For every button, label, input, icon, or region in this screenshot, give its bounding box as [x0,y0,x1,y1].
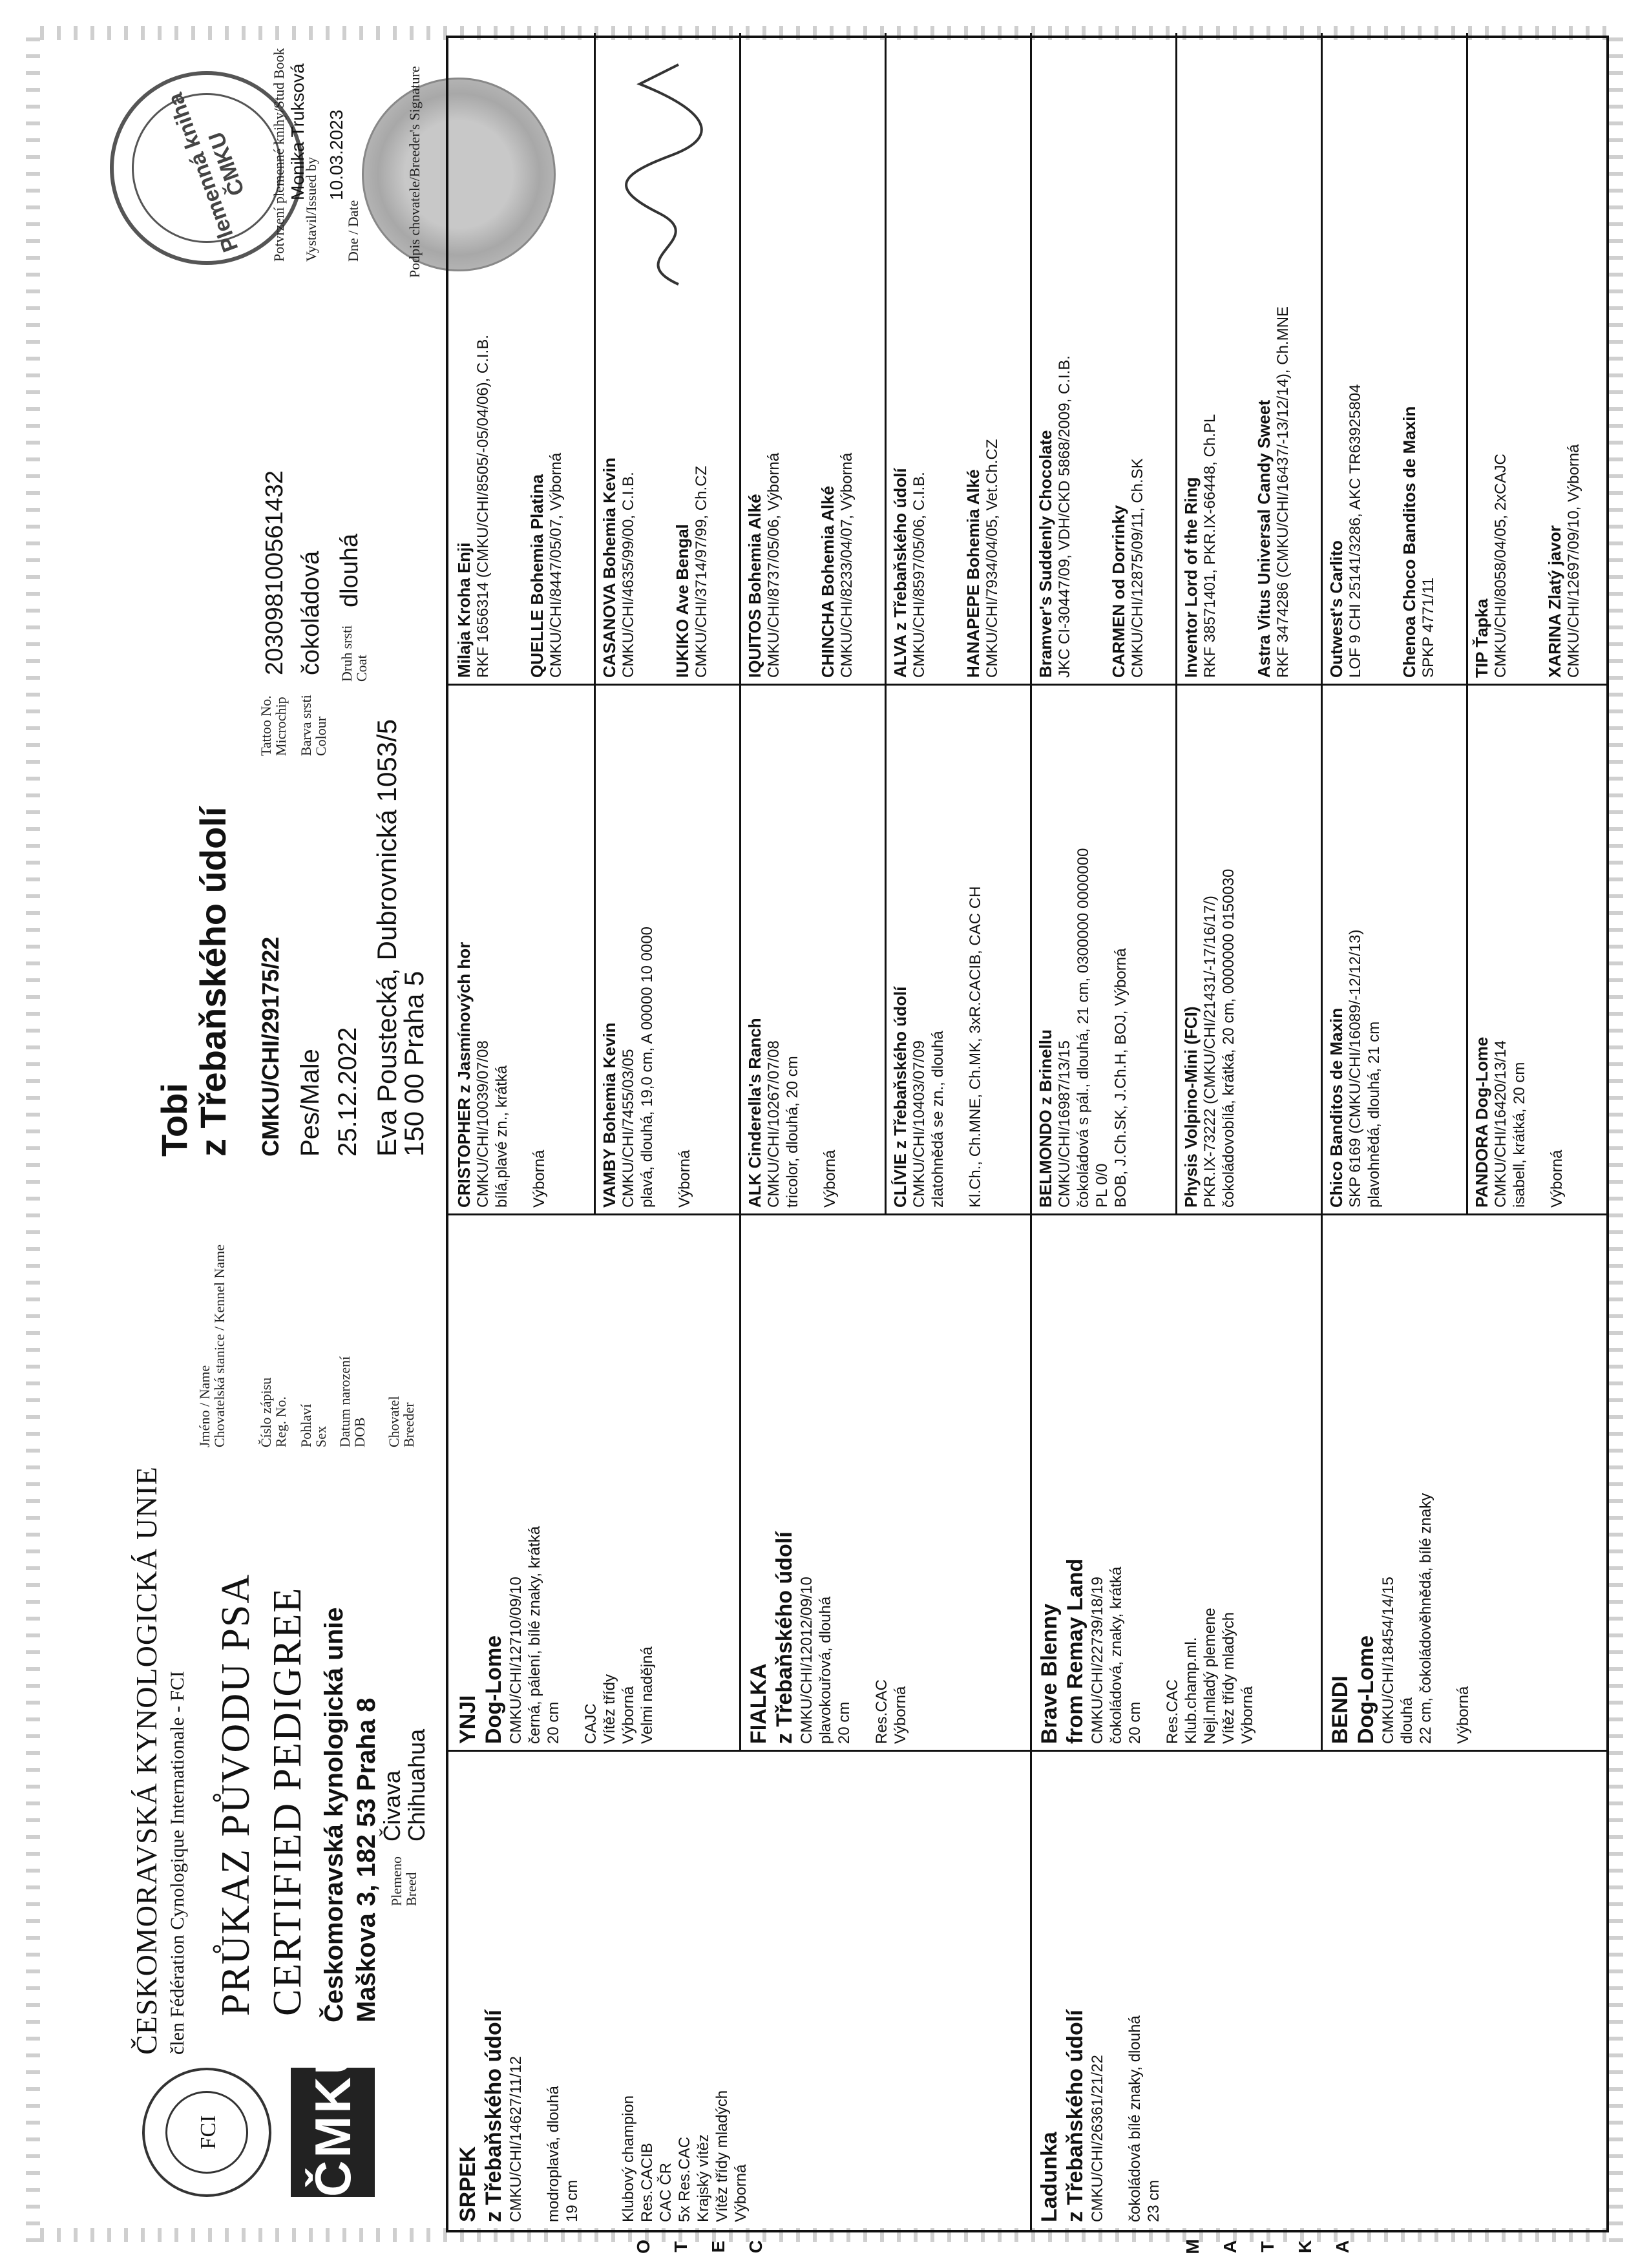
ancestor-gen4-11 [1182,41,1219,678]
ancestor-gen3-8 [1473,694,1566,1208]
ancestor-gen3-4 [891,694,985,1208]
ancestor-name: Dog-Lome [1354,1635,1378,1744]
ancestor-name: Dog-Lome [481,1635,506,1744]
ancestor-info: Výborná [1239,1686,1256,1744]
coat-label: Druh srsti Coat [339,625,370,682]
title-cz: PRŮKAZ PŮVODU PSA [214,1573,258,2016]
ancestor-info: 22 cm, čokoládověhnědá, bílé znaky [1417,1493,1434,1744]
ancestor-info [656,694,675,1208]
ancestor-gen4-2 [528,41,565,678]
ancestor-name: CRISTOPHER z Jasmínových hor [454,941,474,1208]
ancestor-name: YNJI [456,1695,480,1744]
ancestor-gen4-16 [1546,41,1583,678]
breed-value: Čivava Chihuahua [379,1728,430,1842]
ancestor-name: z Třebaňského údolí [1063,2010,1087,2222]
ancestor-gen2-3 [1036,1224,1257,1744]
ancestor-name: XARINA Zlatý javor [1544,525,1564,678]
pedigree-grid [446,36,1609,2232]
ancestor-info: CMKU/CHI/4635/99/00, C.I.B. [620,472,637,678]
ancestor-info: Kl.Ch., Ch.MNE, Ch.MK, 3xR.CACIB, CAC CH [967,886,984,1208]
breed-label: Plemeno Breed [388,1856,419,1906]
ancestor-info: 23 cm [1145,2179,1162,2222]
ancestor-info: CMKU/CHI/3714/97/99, Ch.CZ [692,465,710,678]
ancestor-gen3-2 [600,694,694,1208]
ancestor-gen3-3 [746,694,839,1208]
ancestor-info: plavohnědá, dlouhá, 21 cm [1365,1021,1383,1208]
ancestor-gen2-2 [746,1224,910,1744]
ancestor-name: Chenoa Choco Banditos de Maxin [1399,406,1419,678]
ancestor-info: Vítěz třídy mladých [1220,1612,1237,1744]
ancestor-gen4-14 [1400,41,1438,678]
ancestor-info [1107,1760,1126,2222]
title-en: CERTIFIED PEDIGREE [266,1586,310,2016]
ancestor-gen1-1 [455,1760,750,2222]
org-member: člen Fédération Cynologique Internationale - FCI [167,1670,188,2055]
org-name: ČESKOMORAVSKÁ KYNOLOGICKÁ UNIE [130,1466,163,2055]
ancestor-info: SPKP 4771/11 [1419,577,1437,678]
ancestor-info: isabell, krátká, 20 cm [1511,1062,1528,1208]
ancestor-info: CMKU/CHI/12875/09/11, Ch.SK [1128,458,1146,678]
ancestor-info: čokoládovobílá, krátká, 20 cm, 0000000 0150030 [1220,868,1237,1208]
ancestor-info: Klub.champ.ml. [1182,1637,1200,1744]
ancestor-info: CAC ČR [657,2162,675,2222]
ancestor-info: Výborná [892,1686,909,1744]
coat-value: dlouhá [336,533,363,607]
ancestor-info [511,694,530,1208]
reg-label: Číslo zápisu Reg. No. [258,1377,289,1447]
ancestor-name: BELMONDO z Brinellu [1036,1029,1055,1208]
mother-side-label: M A T K A [1182,2239,1352,2254]
ancestor-info: modroplavá, dlouhá [545,2086,562,2222]
ancestor-name: z Třebaňského údolí [772,1531,797,1744]
ancestor-info: CMKU/CHI/16420/13/14 [1492,1040,1509,1208]
reg-no: CMKU/CHI/29175/22 [257,936,284,1157]
ancestor-info: PKR.IX-73222 (CMKU/CHI/21431/-17/16/17/) [1201,896,1219,1208]
ancestor-info: CMKU/CHI/8058/04/05, 2xCAJC [1492,454,1509,678]
ancestor-info: Velmi nadějná [638,1646,656,1744]
studbook-stamp: Plemenná kniha ČMKU [110,71,304,265]
ancestor-info: plavokouřová, dlouhá [817,1596,834,1744]
ancestor-info: RKF 1656314 (CMKU/CHI/8505/-05/04/06), C.I.B. [474,335,492,678]
ancestor-name: ALK Cinderella's Ranch [745,1018,764,1208]
ancestor-info [582,1760,600,2222]
ancestor-info: čokoládová bílé znaky, dlouhá [1126,2015,1144,2222]
dob-label: Datum narození DOB [337,1356,368,1447]
ancestor-name: Chico Banditos de Maxin [1327,1007,1346,1208]
ancestor-gen4-1 [455,41,492,678]
ancestor-info: Výborná [530,1150,548,1208]
ancestor-gen4-4 [673,41,711,678]
ancestor-gen4-3 [600,41,638,678]
ancestor-info: Nejl.mladý plemene [1201,1608,1219,1744]
ancestor-name: VAMBY Bohemia Kevin [600,1022,619,1208]
ancestor-gen4-8 [964,41,1002,678]
ancestor-info: CMKU/CHI/22739/18/19 [1089,1577,1106,1744]
fci-logo [142,2068,271,2197]
ancestor-info: CMKU/CHI/10267/07/08 [765,1040,782,1208]
ancestor-gen1-2 [1036,1760,1163,2222]
ancestor-info: zlatohnědá se zn., dlouhá [929,1031,947,1208]
ancestor-info [563,1224,582,1744]
ancestor-info [947,694,966,1208]
ancestor-info [525,1760,544,2222]
ancestor-info: SKP 6169 (CMKU/CHI/16089/-12/12/13) [1347,929,1364,1208]
ancestor-info: JKC CI-30447/09, VDH/CKD 5868/2009, C.I.B. [1056,355,1073,678]
issuer-name: Českomoravská kynologická unie [320,1607,348,2022]
ancestor-name: Brave Blenny [1037,1603,1062,1744]
cmku-logo: ČMKU [291,2068,375,2197]
microchip-value: 203098100561432 [261,470,288,675]
issued-by: Monika Truksová [288,63,308,200]
ancestor-name: Inventor Lord of the Ring [1181,477,1201,678]
ancestor-info: plavá, dlouhá, 19,0 cm, A 00000 10 0000 [638,926,656,1208]
breeder-value: Eva Poustecká, Dubrovnická 1053/5 150 00 Praha 5 [372,719,429,1157]
ancestor-name: ALVA z Třebaňského údolí [890,468,910,678]
colour-value: čokoládová [297,551,324,675]
ancestor-name: PANDORA Dog-Lome [1472,1036,1491,1208]
ancestor-gen4-15 [1473,41,1510,678]
issuer-address: Maškova 3, 182 53 Praha 8 [352,1697,381,2022]
ancestor-info: CMKU/CHI/16987/13/15 [1056,1040,1073,1208]
ancestor-info: čokoládová, znaky, krátká [1108,1566,1125,1744]
fci-logo-text: FCI [165,2091,248,2174]
ancestor-info: RKF 3474286 (CMKU/CHI/16437/-13/12/14), Ch.MNE [1274,306,1292,678]
ancestor-name: z Třebaňského údolí [481,2010,506,2222]
ancestor-info: Výborná [620,1686,637,1744]
ancestor-name: Ladunka [1037,2132,1062,2222]
dog-name: Tobi z Třebaňského údolí [154,806,233,1157]
ancestor-name: Milaja Kroha Enji [454,542,474,678]
ancestor-name: IQUITOS Bohemia Alké [745,494,764,678]
ancestor-info: 20 cm [1126,1701,1144,1744]
date-label: Dne / Date [345,200,361,262]
studbook-confirm-label: Potvrzení plemenné knihy/Stud Book [271,48,287,262]
ancestor-info: CMKU/CHI/8447/05/07, Výborná [547,452,565,678]
ancestor-info: Výborná [1548,1150,1566,1208]
ancestor-info [854,1224,872,1744]
sex-label: Pohlaví Sex [298,1403,329,1447]
ancestor-name: Astra Vitus Universal Candy Sweet [1254,399,1274,678]
ancestor-info: Výborná [732,2164,750,2222]
ancestor-info: CMKU/CHI/8737/05/06, Výborná [765,452,782,678]
ancestor-info: CMKU/CHI/14627/11/12 [507,2055,525,2222]
ancestor-gen4-9 [1036,41,1074,678]
ancestor-info: RKF 38571401, PKR.IX-66448, Ch.PL [1201,414,1219,678]
ancestor-info: CMKU/CHI/7934/04/05, Vet.Ch.CZ [983,439,1001,678]
ancestor-info [600,1760,619,2222]
ancestor-gen2-1 [455,1224,656,1744]
ancestor-gen4-12 [1255,41,1292,678]
ancestor-info [1435,1224,1454,1744]
ancestor-info: CMKU/CHI/10403/07/09 [910,1040,928,1208]
ancestor-info: 5x Res.CAC [676,2136,693,2222]
ancestor-info: dlouhá [1398,1697,1416,1744]
ancestor-name: BENDI [1328,1675,1352,1744]
ancestor-info [1529,694,1548,1208]
ancestor-name: QUELLE Bohemia Platina [527,474,547,678]
ancestor-info: CMKU/CHI/12697/09/10, Výborná [1564,444,1582,678]
ancestor-info: CMKU/CHI/12012/09/10 [798,1577,815,1744]
ancestor-name: IUKIKO Ave Bengal [672,524,692,678]
ancestor-info: CMKU/CHI/8233/04/07, Výborná [837,452,856,678]
ancestor-info: CMKU/CHI/7455/03/05 [620,1049,637,1208]
ancestor-info: Res.CAC [1164,1679,1181,1744]
ancestor-info: CMKU/CHI/8597/05/06, C.I.B. [910,472,928,678]
ancestor-info: tricolor, dlouhá, 20 cm [784,1056,801,1208]
ancestor-gen4-5 [746,41,783,678]
colour-label: Barva srsti Colour [298,695,329,756]
ancestor-info: 20 cm [835,1701,853,1744]
ancestor-gen4-13 [1327,41,1365,678]
ancestor-info: 20 cm [545,1701,562,1744]
ancestor-info: Vítěz třídy [601,1674,618,1744]
ancestor-info: CMKU/CHI/10039/07/08 [474,1040,492,1208]
ancestor-name: SRPEK [456,2146,480,2222]
ancestor-name: Outwest's Carlito [1327,540,1346,678]
ancestor-name: TIP Ťapka [1472,598,1491,678]
ancestor-gen2-4 [1327,1224,1473,1744]
ancestor-name: CARMEN od Dorrinky [1108,505,1128,678]
ancestor-info: Klubový champion [620,2095,637,2222]
ancestor-info: Výborná [676,1150,693,1208]
ancestor-info: černá, pálení, bílé znaky, krátká [526,1526,543,1744]
ancestor-gen4-6 [819,41,856,678]
ancestor-info: Res.CAC [873,1679,890,1744]
ancestor-name: Bramver's Suddenly Chocolate [1036,430,1055,678]
ancestor-name: CHINCHA Bohemia Alké [817,485,837,678]
ancestor-info: Výborná [1455,1686,1472,1744]
ancestor-gen3-7 [1327,694,1383,1208]
ancestor-name: Physis Volpino-Mini (FCI) [1181,1006,1201,1208]
ancestor-info: LOF 9 CHI 25141/3286, AKC TR63925804 [1347,384,1364,678]
ancestor-info: Krajský vítěz [695,2134,712,2222]
ancestor-info: 19 cm [563,2179,581,2222]
tattoo-label: Tattoo No. Microchip [258,695,289,756]
dob-value: 25.12.2022 [333,1027,362,1157]
signature-label: Podpis chovatele/Breeder's Signature [406,66,423,278]
ancestor-gen3-1 [455,694,549,1208]
ancestor-info [1144,1224,1163,1744]
father-side-label: O T E C [633,2240,766,2254]
ancestor-info: PL 0/0 [1093,1163,1111,1208]
ancestor-gen4-10 [1109,41,1147,678]
ancestor-info: čokoládová s pál., dlouhá, 21 cm, 0300000 0000000 [1075,848,1092,1208]
ancestor-gen3-5 [1036,694,1130,1208]
sex-value: Pes/Male [296,1049,324,1157]
ancestor-name: CLÍVIE z Třebaňského údolí [890,986,910,1208]
ancestor-name: from Remay Land [1063,1558,1087,1744]
ancestor-name: CASANOVA Bohemia Kevin [600,457,619,678]
ancestor-name: HANAPEPE Bohemia Alké [963,469,983,678]
ancestor-info: CMKU/CHI/18454/14/15 [1380,1577,1397,1744]
ancestor-info: CMKU/CHI/12710/09/10 [507,1577,525,1744]
ancestor-gen3-6 [1182,694,1238,1208]
ancestor-info: bílá,plavé zn., krátká [493,1065,510,1208]
ancestor-info: BOB, J.Ch.SK, J.Ch.H, BOJ, Výborná [1112,948,1129,1208]
ancestor-gen4-7 [891,41,929,678]
date-value: 10.03.2023 [326,109,346,200]
name-label: Jméno / Name Chovatelská stanice / Kennel Name [196,1244,227,1447]
ancestor-name: FIALKA [746,1663,771,1744]
ancestor-info: Výborná [821,1150,839,1208]
issued-label: Vystavil/Issued by [303,157,319,262]
ancestor-info [802,694,821,1208]
ancestor-info: Vítěz třídy mladých [713,2090,731,2222]
breeder-label: Chovatel Breeder [386,1396,417,1447]
ancestor-info: CMKU/CHI/26361/21/22 [1089,2055,1106,2222]
ancestor-info: CAJC [582,1703,600,1744]
ancestor-info: Res.CACIB [638,2143,656,2222]
